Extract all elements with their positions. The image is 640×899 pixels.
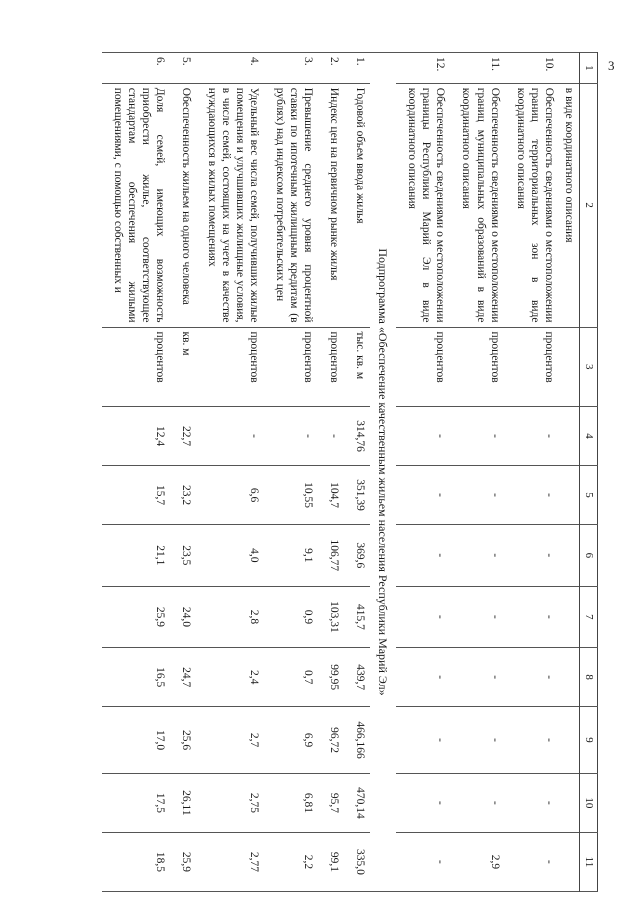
header-row [579,53,597,892]
header-col-9: 9 [579,707,597,774]
value-cell: 25,9 [108,586,170,648]
value-cell: - [402,407,450,466]
value-cell: - [456,773,504,832]
table-row [176,53,196,892]
value-cell: - [511,832,559,891]
row-index: 4. [202,53,264,84]
header-col-4: 4 [579,407,597,466]
value-cell: 99,95 [324,648,344,707]
intro-text: в виде координатного описания [559,83,580,327]
value-cell: 466,166 [350,707,370,774]
value-cell: 25,9 [176,832,196,891]
value-cell: 23,2 [176,466,196,525]
value-cell: 2,77 [202,832,264,891]
value-cell: 439,7 [350,648,370,707]
value-cell: 6,81 [270,773,318,832]
row-unit: процентов [202,327,264,407]
page-number: 3 [608,58,615,73]
header-col-3: 3 [579,327,597,407]
value-cell: - [402,832,450,891]
value-cell: 104,7 [324,466,344,525]
value-cell: 0,7 [270,648,318,707]
value-cell: 12,4 [108,407,170,466]
row-description: Обеспеченность сведениями о местоположении границ территориальных зон в виде координатного описания [511,83,559,327]
row-index: 12. [402,53,450,84]
value-cell: 9,1 [270,525,318,587]
row-description: Обеспеченность жильем на одного человека [176,83,196,327]
header-col-2: 2 [579,83,597,327]
row-index: 1. [350,53,370,84]
value-cell: 0,9 [270,586,318,648]
value-cell: 470,14 [350,773,370,832]
row-index: 11. [456,53,504,84]
header-col-5: 5 [579,466,597,525]
table-row [270,53,318,892]
value-cell: 2,75 [202,773,264,832]
row-index: 6. [108,53,170,84]
value-cell: - [511,586,559,648]
value-cell: 4,0 [202,525,264,587]
row-unit: кв. м [176,327,196,407]
value-cell: - [402,773,450,832]
value-cell: - [456,466,504,525]
row-description: Годовой объем ввода жилья [350,83,370,327]
row-description: Превышение среднего уровня процентной ставки по ипотечным жилищным кредитам (в рублях) над индексом потребительских цен [270,83,318,327]
value-cell: - [402,586,450,648]
value-cell: - [511,407,559,466]
value-cell: 25,6 [176,707,196,774]
value-cell: - [270,407,318,466]
value-cell: 335,0 [350,832,370,891]
header-col-1: 1 [579,53,597,84]
row-unit: процентов [270,327,318,407]
value-cell: 2,9 [456,832,504,891]
subprogram-title: Подпрограмма «Обеспечение качественным жильем населения Республики Марий Эл» [370,53,397,892]
header-col-7: 7 [579,586,597,648]
table-row [324,53,344,892]
value-cell: - [324,407,344,466]
value-cell: 2,8 [202,586,264,648]
value-cell: 351,39 [350,466,370,525]
subprogram-row [370,53,397,892]
value-cell: 18,5 [108,832,170,891]
value-cell: 10,55 [270,466,318,525]
value-cell: - [402,648,450,707]
value-cell: 99,1 [324,832,344,891]
value-cell: 95,7 [324,773,344,832]
table-row [350,53,370,892]
value-cell: - [456,525,504,587]
value-cell: 6,6 [202,466,264,525]
row-index: 10. [511,53,559,84]
value-cell: 2,4 [202,648,264,707]
table-row [511,53,559,892]
value-cell: - [456,586,504,648]
value-cell: - [511,466,559,525]
indicators-table [102,52,598,892]
value-cell: - [511,707,559,774]
row-index: 3. [270,53,318,84]
row-description: Обеспеченность сведениями о местоположении границы Республики Марий Эл в виде координатного описания [402,83,450,327]
table-row [402,53,450,892]
value-cell: 103,31 [324,586,344,648]
row-unit: процентов [402,327,450,407]
value-cell: - [402,707,450,774]
value-cell: - [402,525,450,587]
table-row [202,53,264,892]
row-unit: процентов [511,327,559,407]
row-description: Обеспеченность сведениями о местоположении границ муниципальных образований в виде координатного описания [456,83,504,327]
value-cell: - [202,407,264,466]
value-cell: - [511,648,559,707]
value-cell: 17,0 [108,707,170,774]
row-description: Индекс цен на первичном рынке жилья [324,83,344,327]
row-unit: тыс. кв. м [350,327,370,407]
header-col-6: 6 [579,525,597,587]
value-cell: - [456,707,504,774]
value-cell: 369,6 [350,525,370,587]
header-col-8: 8 [579,648,597,707]
row-unit: процентов [108,327,170,407]
table-row [456,53,504,892]
row-description: Доля семей, имеющих возможность приобрести жилье, соответствующее стандартам обеспечения жилыми помещениями, с помощью собственных и [108,83,170,327]
value-cell: 23,5 [176,525,196,587]
row-index: 2. [324,53,344,84]
value-cell: - [456,648,504,707]
value-cell: 24,7 [176,648,196,707]
header-col-11: 11 [579,832,597,891]
value-cell: 415,7 [350,586,370,648]
row-unit: процентов [456,327,504,407]
value-cell: 24,0 [176,586,196,648]
value-cell: 17,5 [108,773,170,832]
value-cell: - [511,525,559,587]
value-cell: 6,9 [270,707,318,774]
value-cell: 16,5 [108,648,170,707]
value-cell: - [456,407,504,466]
value-cell: - [402,466,450,525]
value-cell: 2,7 [202,707,264,774]
intro-row [559,53,580,892]
table-row [108,53,170,892]
row-index: 5. [176,53,196,84]
value-cell: 106,77 [324,525,344,587]
value-cell: 314,76 [350,407,370,466]
value-cell: 21,1 [108,525,170,587]
value-cell: - [511,773,559,832]
value-cell: 2,2 [270,832,318,891]
value-cell: 15,7 [108,466,170,525]
rotated-table-sheet [78,52,598,892]
value-cell: 26,11 [176,773,196,832]
row-description: Удельный вес числа семей, получивших жилые помещения и улучшивших жилищные условия, в числе семей, состоящих на учете в качестве нуждающихся в жилых помещениях [202,83,264,327]
value-cell: 96,72 [324,707,344,774]
row-unit: процентов [324,327,344,407]
value-cell: 22,7 [176,407,196,466]
header-col-10: 10 [579,773,597,832]
